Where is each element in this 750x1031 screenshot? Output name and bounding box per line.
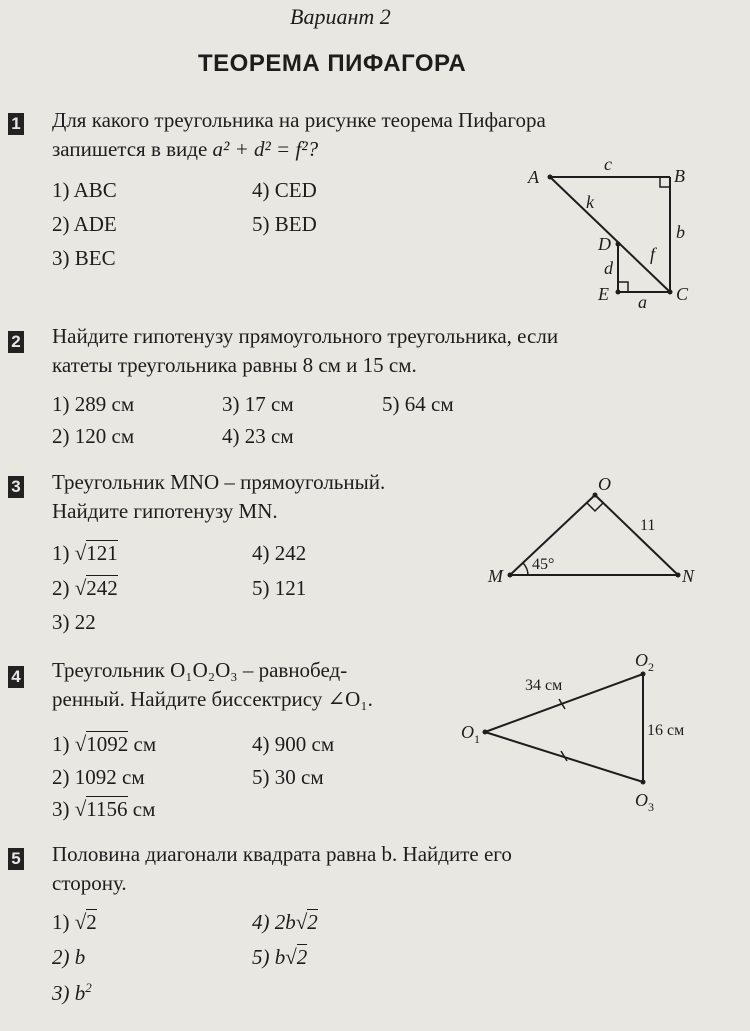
sqrt-icon: √ <box>285 945 297 969</box>
label-O3: $O_3$ <box>635 790 654 814</box>
q2-line1: Найдите гипотенузу прямоугольного треугольника, если <box>52 324 559 348</box>
q2-option-4[interactable]: 4) 23 см <box>222 424 294 448</box>
q3-text <box>52 468 385 526</box>
label-a: a <box>638 292 647 308</box>
q1-option-5[interactable]: 5) BED <box>252 212 317 236</box>
q1-line1: Для какого треугольника на рисунке теорема Пифагора <box>52 108 546 132</box>
q1-option-1[interactable]: 1) ABC <box>52 178 117 202</box>
q4-line1: Треугольник O₁O₂O₃ – равнобед- <box>52 658 348 682</box>
q5-option-1[interactable]: 1) √2 <box>52 910 97 934</box>
question-number-5: 5 <box>8 848 24 870</box>
sqrt-icon: √ <box>74 541 87 565</box>
sqrt-icon: √ <box>74 910 87 934</box>
label-d: d <box>604 258 613 278</box>
q1-option-2[interactable]: 2) ADE <box>52 212 117 236</box>
label-O2: $O_2$ <box>635 650 654 674</box>
segment-ON <box>595 495 678 575</box>
q5-line2: сторону. <box>52 871 127 895</box>
segment-O1O2 <box>485 674 643 732</box>
q4-option-1[interactable]: 1) √1092 см <box>52 732 157 756</box>
q2-line2: катеты треугольника равны 8 см и 15 см. <box>52 353 417 377</box>
q3-option-4[interactable]: 4) 242 <box>252 541 307 565</box>
label-C: C <box>676 284 689 304</box>
q4-diagram <box>455 650 705 820</box>
q2-option-1[interactable]: 1) 289 см <box>52 392 135 416</box>
label-O1: $O_1$ <box>461 722 480 746</box>
label-B: B <box>674 166 685 186</box>
q4-option-4[interactable]: 4) 900 см <box>252 732 335 756</box>
q3-diagram <box>480 470 710 590</box>
question-number-3: 3 <box>8 476 24 498</box>
q5-option-5[interactable]: 5) b√2 <box>252 945 308 969</box>
side-label-16: 16 см <box>647 722 685 739</box>
q2-option-2[interactable]: 2) 120 см <box>52 424 135 448</box>
q4-option-3[interactable]: 3) √1156 см <box>52 797 156 821</box>
q2-option-3[interactable]: 3) 17 см <box>222 392 294 416</box>
label-f: f <box>650 244 656 264</box>
sqrt-icon: √ <box>74 797 87 821</box>
sqrt-icon: √ <box>74 576 87 600</box>
q3-option-1[interactable]: 1) √121 <box>52 541 118 565</box>
q1-text <box>52 106 546 164</box>
q3-option-5[interactable]: 5) 121 <box>252 576 307 600</box>
q1-line2-prefix: запишется в виде <box>52 137 213 161</box>
q1-formula: a² + d² = f²? <box>212 137 319 161</box>
q5-option-4[interactable]: 4) 2b√2 <box>252 910 318 934</box>
angle-label-45: 45° <box>532 556 555 573</box>
variant-label: Вариант 2 <box>290 4 391 29</box>
q3-option-3[interactable]: 3) 22 <box>52 610 96 634</box>
q2-text <box>52 322 558 380</box>
label-A: A <box>528 167 539 187</box>
label-E: E <box>598 284 609 304</box>
sqrt-icon: √ <box>295 910 308 934</box>
q1-diagram <box>520 158 710 308</box>
question-number-4: 4 <box>8 666 24 688</box>
q1-line2 <box>52 135 546 164</box>
q3-option-2[interactable]: 2) √242 <box>52 576 118 600</box>
q2-option-5[interactable]: 5) 64 см <box>382 392 454 416</box>
q4-option-2[interactable]: 2) 1092 см <box>52 765 145 789</box>
label-D: D <box>598 234 611 254</box>
right-angle-B <box>660 177 670 187</box>
q4-line2: ренный. Найдите биссектрису ∠O₁. <box>52 687 373 711</box>
q4-text <box>52 656 373 714</box>
q3-line2: Найдите гипотенузу MN. <box>52 499 278 523</box>
q5-option-3[interactable]: 3) $b^2$ <box>52 980 92 1005</box>
question-number-1: 1 <box>8 113 24 135</box>
right-angle-O <box>587 503 603 511</box>
label-b: b <box>676 222 685 242</box>
page-title: ТЕОРЕМА ПИФАГОРА <box>198 50 467 77</box>
q1-option-3[interactable]: 3) BEC <box>52 246 116 270</box>
side-label-11: 11 <box>640 517 656 534</box>
q5-option-2[interactable]: 2) b <box>52 945 86 969</box>
angle-arc-M <box>523 563 528 575</box>
q3-line1: Треугольник MNO – прямоугольный. <box>52 470 386 494</box>
q5-text <box>52 840 512 898</box>
sqrt-icon: √ <box>74 732 87 756</box>
label-N: N <box>682 566 695 586</box>
label-O: O <box>598 474 611 494</box>
q1-option-4[interactable]: 4) CED <box>252 178 317 202</box>
side-label-34: 34 см <box>525 677 563 694</box>
q5-line1: Половина диагонали квадрата равна b. Найдите его <box>52 842 512 866</box>
label-c: c <box>604 158 612 174</box>
label-M: M <box>488 566 503 586</box>
label-k: k <box>586 192 594 212</box>
question-number-2: 2 <box>8 331 24 353</box>
q4-option-5[interactable]: 5) 30 см <box>252 765 324 789</box>
